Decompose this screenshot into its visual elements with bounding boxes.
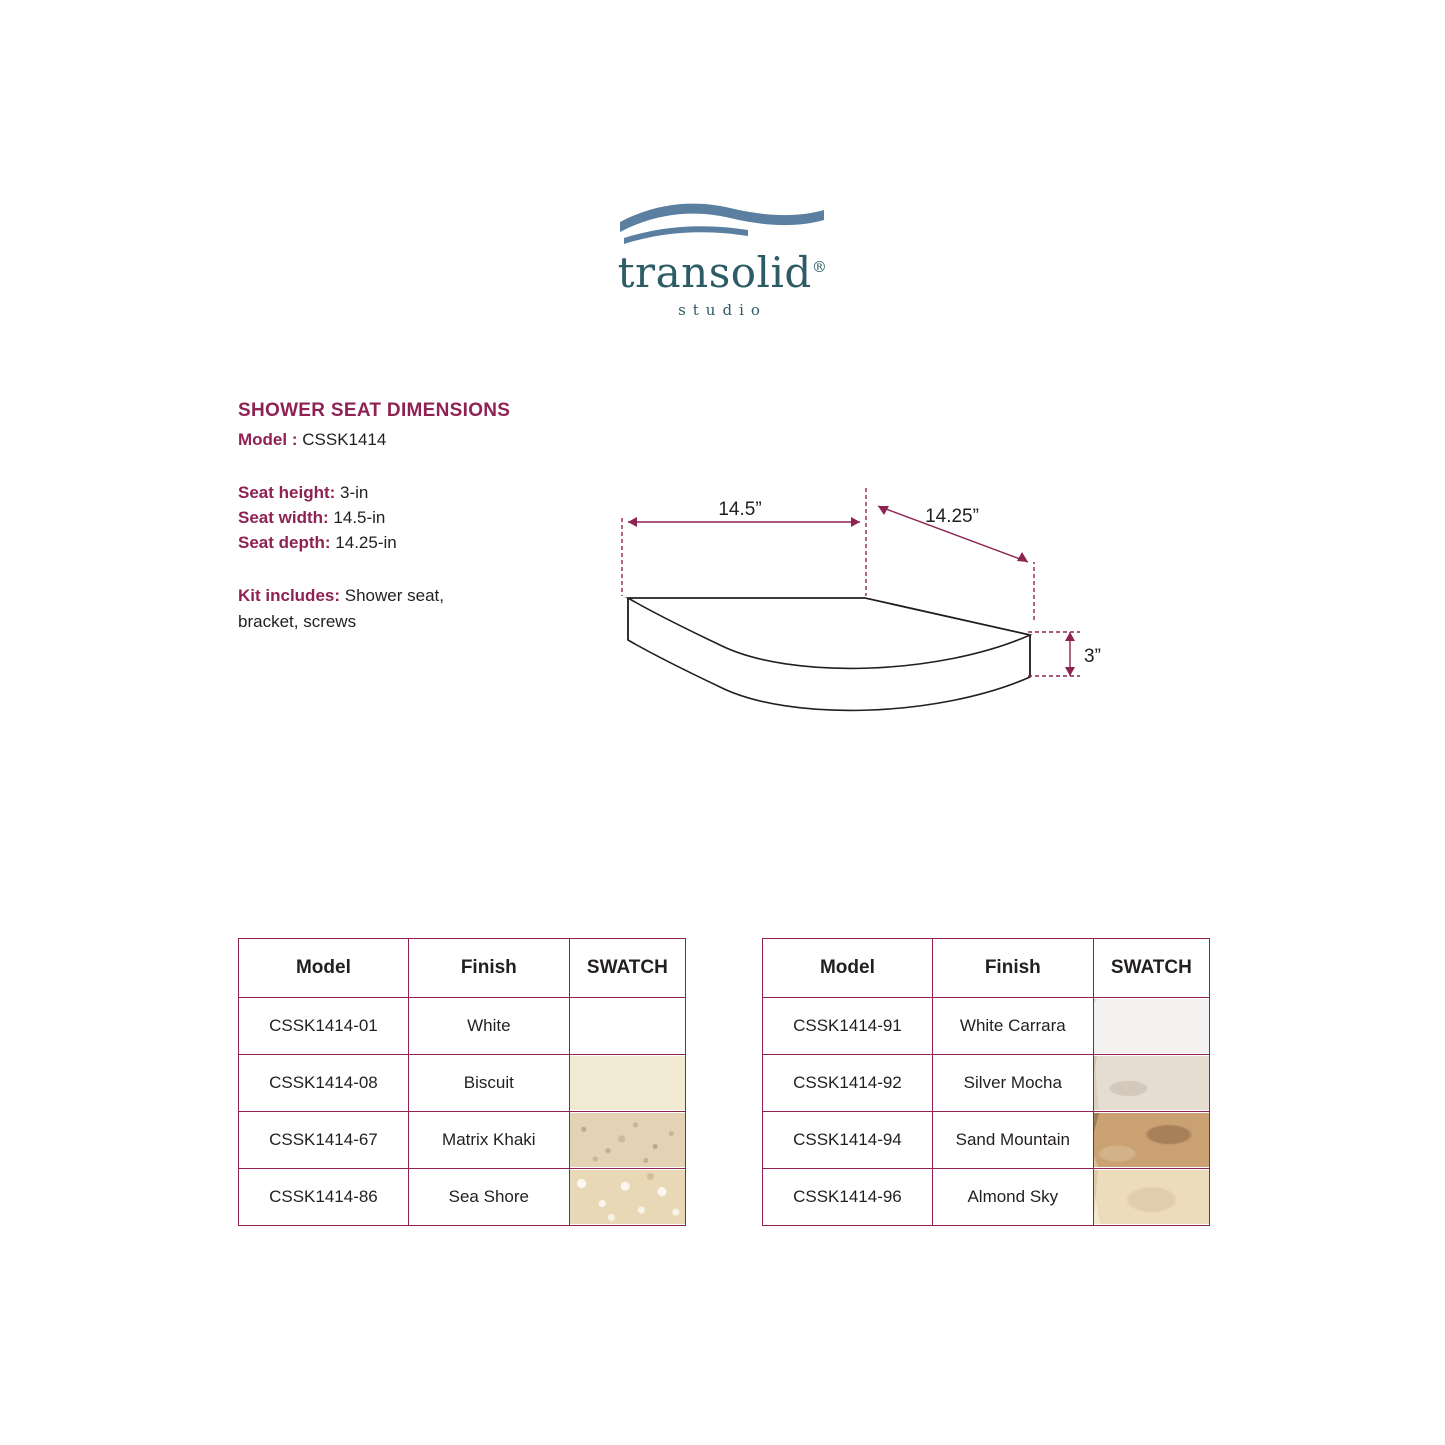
cell-swatch <box>569 1055 685 1112</box>
cell-finish: Biscuit <box>408 1055 569 1112</box>
cell-swatch <box>1093 1112 1209 1169</box>
cell-model: CSSK1414-08 <box>239 1055 409 1112</box>
seat-height-label: Seat height: <box>238 483 336 503</box>
column-header-model: Model <box>239 939 409 998</box>
cell-model: CSSK1414-96 <box>763 1169 933 1226</box>
cell-finish: Silver Mocha <box>932 1055 1093 1112</box>
model-line <box>238 428 658 452</box>
swatch-almond-sky <box>1094 1170 1209 1224</box>
column-header-model: Model <box>763 939 933 998</box>
table-row <box>763 1169 1210 1226</box>
table-row <box>763 998 1210 1055</box>
cell-swatch <box>569 1169 685 1226</box>
dim-width-label: 14.5” <box>718 499 762 520</box>
cell-finish: Matrix Khaki <box>408 1112 569 1169</box>
cell-finish: Sea Shore <box>408 1169 569 1226</box>
registered-mark: ® <box>811 258 828 276</box>
swatch-white-carrara <box>1094 999 1209 1053</box>
cell-model: CSSK1414-92 <box>763 1055 933 1112</box>
seat-depth-label: Seat depth: <box>238 533 331 553</box>
cell-swatch <box>569 1112 685 1169</box>
column-header-swatch: SWATCH <box>569 939 685 998</box>
finish-table-left <box>238 938 686 1226</box>
cell-finish: Sand Mountain <box>932 1112 1093 1169</box>
table-row <box>239 1169 686 1226</box>
table-row <box>763 1055 1210 1112</box>
cell-model: CSSK1414-91 <box>763 998 933 1055</box>
cell-finish: White <box>408 998 569 1055</box>
cell-swatch <box>569 998 685 1055</box>
swatch-biscuit <box>570 1056 685 1110</box>
dimension-annotations <box>622 488 1080 676</box>
swatch-sand-mountain <box>1094 1113 1209 1167</box>
finish-table-right <box>762 938 1210 1226</box>
model-value: CSSK1414 <box>302 429 387 449</box>
cell-model: CSSK1414-94 <box>763 1112 933 1169</box>
cell-finish: White Carrara <box>932 998 1093 1055</box>
swatch-matrix-khaki <box>570 1113 685 1167</box>
table-header-row <box>239 939 686 998</box>
dim-height-label: 3” <box>1084 646 1101 667</box>
cell-swatch <box>1093 998 1209 1055</box>
table-row <box>763 1112 1210 1169</box>
kit-includes-value-2: bracket, screws <box>238 611 357 631</box>
logo-wordmark-text: transolid <box>617 248 812 297</box>
logo-subtitle: studio <box>678 301 767 319</box>
table-row <box>239 1055 686 1112</box>
page-title: SHOWER SEAT DIMENSIONS <box>238 400 511 421</box>
seat-depth-value: 14.25-in <box>335 533 397 553</box>
column-header-swatch: SWATCH <box>1093 939 1209 998</box>
product-dimension-drawing <box>560 470 1140 760</box>
table-row <box>239 998 686 1055</box>
seat-height-value: 3-in <box>340 483 369 503</box>
swatch-sea-shore <box>570 1170 685 1224</box>
cell-model: CSSK1414-86 <box>239 1169 409 1226</box>
cell-model: CSSK1414-01 <box>239 998 409 1055</box>
dim-depth-label: 14.25” <box>925 506 979 527</box>
cell-swatch <box>1093 1055 1209 1112</box>
cell-swatch <box>1093 1169 1209 1226</box>
kit-includes-value: Shower seat, <box>344 586 444 606</box>
model-label: Model : <box>238 429 298 449</box>
table-header-row <box>763 939 1210 998</box>
seat-width-value: 14.5-in <box>333 508 386 528</box>
column-header-finish: Finish <box>408 939 569 998</box>
logo-wordmark <box>617 248 828 297</box>
swatch-white <box>570 999 685 1053</box>
brand-logo <box>0 198 1445 319</box>
column-header-finish: Finish <box>932 939 1093 998</box>
cell-model: CSSK1414-67 <box>239 1112 409 1169</box>
seat-width-label: Seat width: <box>238 508 329 528</box>
shower-seat-illustration <box>628 598 1030 710</box>
swatch-silver-mocha <box>1094 1056 1209 1110</box>
table-row <box>239 1112 686 1169</box>
cell-finish: Almond Sky <box>932 1169 1093 1226</box>
wave-icon <box>618 198 828 244</box>
kit-includes-label: Kit includes: <box>238 586 341 606</box>
